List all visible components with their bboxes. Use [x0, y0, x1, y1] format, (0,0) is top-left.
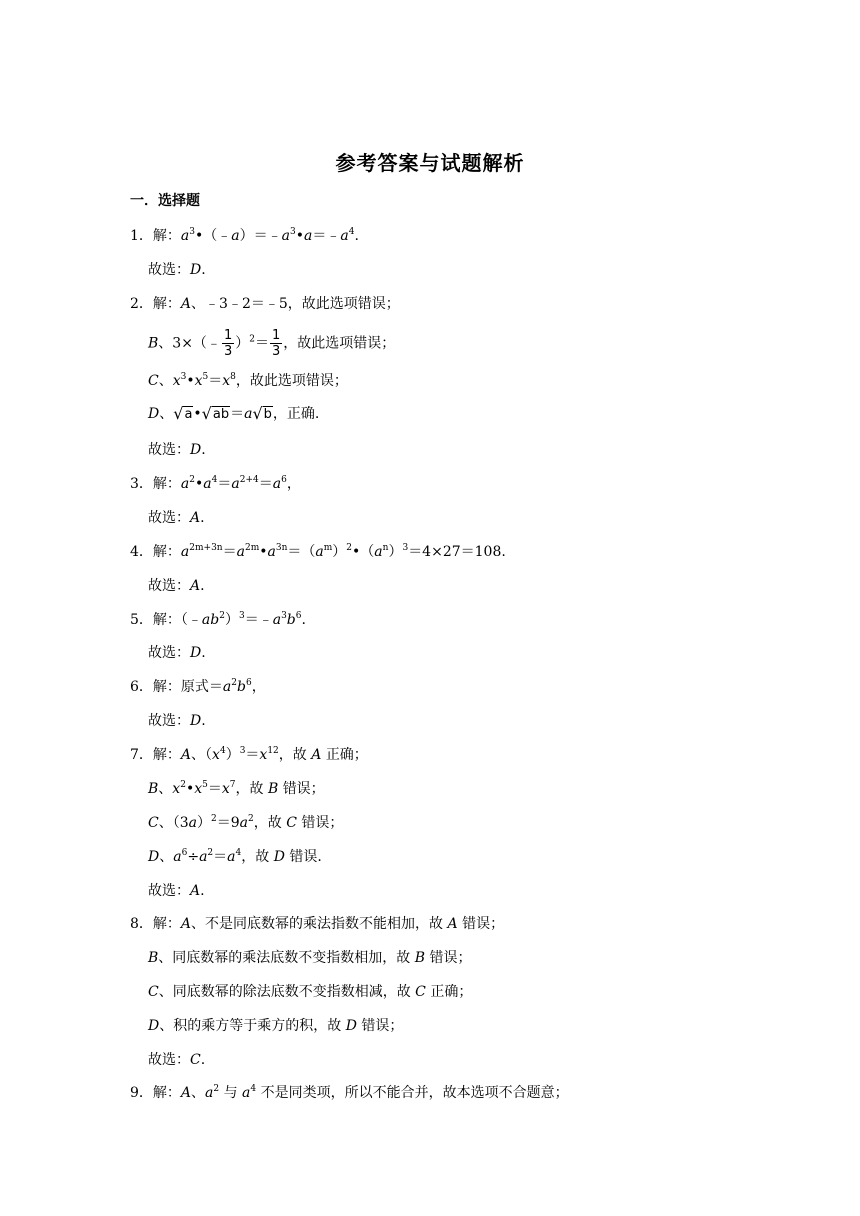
q7-answer: 故选：A. [148, 883, 205, 899]
q8-option-c: C、同底数幂的除法底数不变指数相减，故 C 正确； [148, 984, 473, 1000]
q4-solution: 4．解：$a^{2m+3n}=a^{2m}•a^{3n}=(a^m)^2•(a^n)^3=4\times 27=108$. [130, 543, 506, 560]
q2-option-a: 2．解：A、﹣3﹣2＝﹣5，故此选项错误； [130, 296, 400, 312]
fraction-one-third: $\frac{1}{3}$ [271, 328, 281, 359]
sqrt-a: √ a [173, 404, 193, 423]
q7-option-a: 7．解：A、$(x^4)^3=x^{12}$，故 A 正确； [130, 746, 368, 763]
section-heading: 一．选择题 [130, 193, 200, 209]
q1-answer: 故选：D. [148, 262, 206, 278]
q7-option-c: C、$(3a)^2=9a^2$，故 C 错误； [148, 814, 344, 831]
q4-answer: 故选：A. [148, 578, 205, 594]
q3-answer: 故选：A. [148, 510, 205, 526]
q6-answer: 故选：D. [148, 713, 206, 729]
q2-option-b: B、3×（﹣ $\frac{1}{3}$ ）$^2$＝ $\frac{1}{3}$ ，故此选项错误； [148, 328, 396, 359]
q8-option-d: D、积的乘方等于乘方的积，故 D 错误； [148, 1018, 404, 1034]
q8-option-b: B、同底数幂的乘法底数不变指数相加，故 B 错误； [148, 950, 472, 966]
sqrt-ab: √ ab [201, 404, 230, 423]
q2-option-c: C、$x^3•x^5=x^8$，故此选项错误； [148, 372, 348, 389]
q3-solution: 3．解：$a^2•a^4=a^{2+4}=a^6$， [130, 475, 301, 492]
q5-answer: 故选：D. [148, 645, 206, 661]
q7-option-b: B、$x^2•x^5=x^7$，故 B 错误； [148, 780, 325, 797]
q5-solution: 5．解：$(﹣ab^2)^3=﹣a^3b^6$. [130, 611, 306, 628]
q6-solution: 6．解：原式$=a^2b^6$， [130, 678, 266, 695]
q7-option-d: D、$a^6\div a^2=a^4$，故 D 错误. [148, 848, 322, 865]
q9-option-a: 9．解：A、$a^2$ 与 $a^4$ 不是同类项，所以不能合并，故本选项不合题意； [130, 1084, 569, 1101]
q8-option-a: 8．解：A、不是同底数幂的乘法指数不能相加，故 A 错误； [130, 916, 505, 932]
q2-option-d: D、 √ a • √ ab ＝a √ b ，正确. [148, 404, 320, 423]
sqrt-b: √ b [252, 404, 272, 423]
q2-answer: 故选：D. [148, 442, 206, 458]
page-title: 参考答案与试题解析 [335, 151, 525, 175]
q1-solution: 1．解：$a^3•(﹣a)=﹣a^3•a=﹣a^4$. [130, 227, 359, 244]
fraction-one-third: $\frac{1}{3}$ [223, 328, 233, 359]
q8-answer: 故选：C. [148, 1052, 206, 1068]
